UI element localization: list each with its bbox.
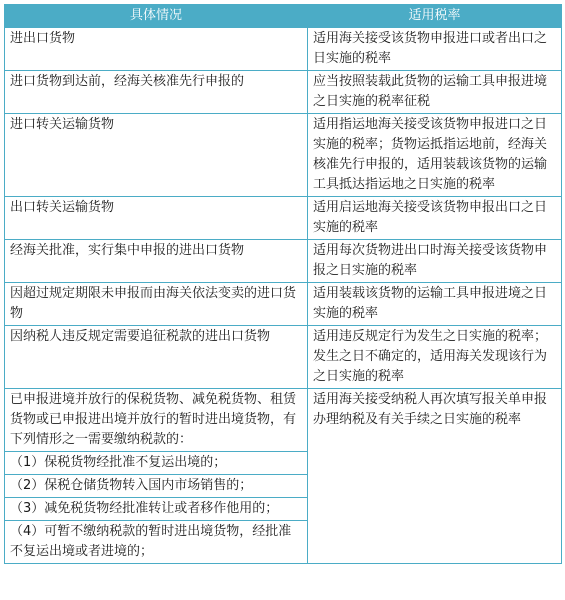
- table-row: [5, 114, 562, 197]
- table-row: [5, 197, 562, 240]
- situation-cell: 进出口货物: [5, 28, 308, 71]
- table-row: [5, 240, 562, 283]
- tariff-rate-table: [4, 4, 562, 564]
- table-row-bonded-goods: [5, 389, 562, 452]
- situation-cell: 经海关批准，实行集中申报的进出口货物: [5, 240, 308, 283]
- table-row: [5, 28, 562, 71]
- table-row: [5, 283, 562, 326]
- rate-cell: 适用装载该货物的运输工具申报进境之日实施的税率: [308, 283, 562, 326]
- sub-item-cell: （1）保税货物经批准不复运出境的；: [5, 452, 308, 475]
- situation-cell: 已申报进境并放行的保税货物、减免税货物、租赁货物或已申报进出境并放行的暂时进出境货物，有下列情形之一需要缴纳税款的：: [5, 389, 308, 452]
- situation-cell: 进口货物到达前，经海关核准先行申报的: [5, 71, 308, 114]
- rate-cell: 适用海关接受纳税人再次填写报关单申报办理纳税及有关手续之日实施的税率: [308, 389, 562, 564]
- rate-cell: 适用启运地海关接受该货物申报出口之日实施的税率: [308, 197, 562, 240]
- rate-cell: 适用违反规定行为发生之日实施的税率；发生之日不确定的，适用海关发现该行为之日实施的税率: [308, 326, 562, 389]
- table-row: [5, 326, 562, 389]
- situation-cell: 因纳税人违反规定需要追征税款的进出口货物: [5, 326, 308, 389]
- sub-item-cell: （4）可暂不缴纳税款的暂时进出境货物，经批准不复运出境或者进境的；: [5, 521, 308, 564]
- situation-cell: 进口转关运输货物: [5, 114, 308, 197]
- situation-cell: 因超过规定期限未申报而由海关依法变卖的进口货物: [5, 283, 308, 326]
- sub-item-cell: （3）减免税货物经批准转让或者移作他用的；: [5, 498, 308, 521]
- rate-cell: 适用海关接受该货物申报进口或者出口之日实施的税率: [308, 28, 562, 71]
- header-situation: 具体情况: [5, 5, 308, 28]
- rate-cell: 适用每次货物进出口时海关接受该货物申报之日实施的税率: [308, 240, 562, 283]
- header-applicable-rate: 适用税率: [308, 5, 562, 28]
- rate-cell: 应当按照装载此货物的运输工具申报进境之日实施的税率征税: [308, 71, 562, 114]
- situation-cell: 出口转关运输货物: [5, 197, 308, 240]
- sub-item-cell: （2）保税仓储货物转入国内市场销售的；: [5, 475, 308, 498]
- table-row: [5, 71, 562, 114]
- rate-cell: 适用指运地海关接受该货物申报进口之日实施的税率；货物运抵指运地前，经海关核准先行申报的，适用装载该货物的运输工具抵达指运地之日实施的税率: [308, 114, 562, 197]
- table-header-row: [5, 5, 562, 28]
